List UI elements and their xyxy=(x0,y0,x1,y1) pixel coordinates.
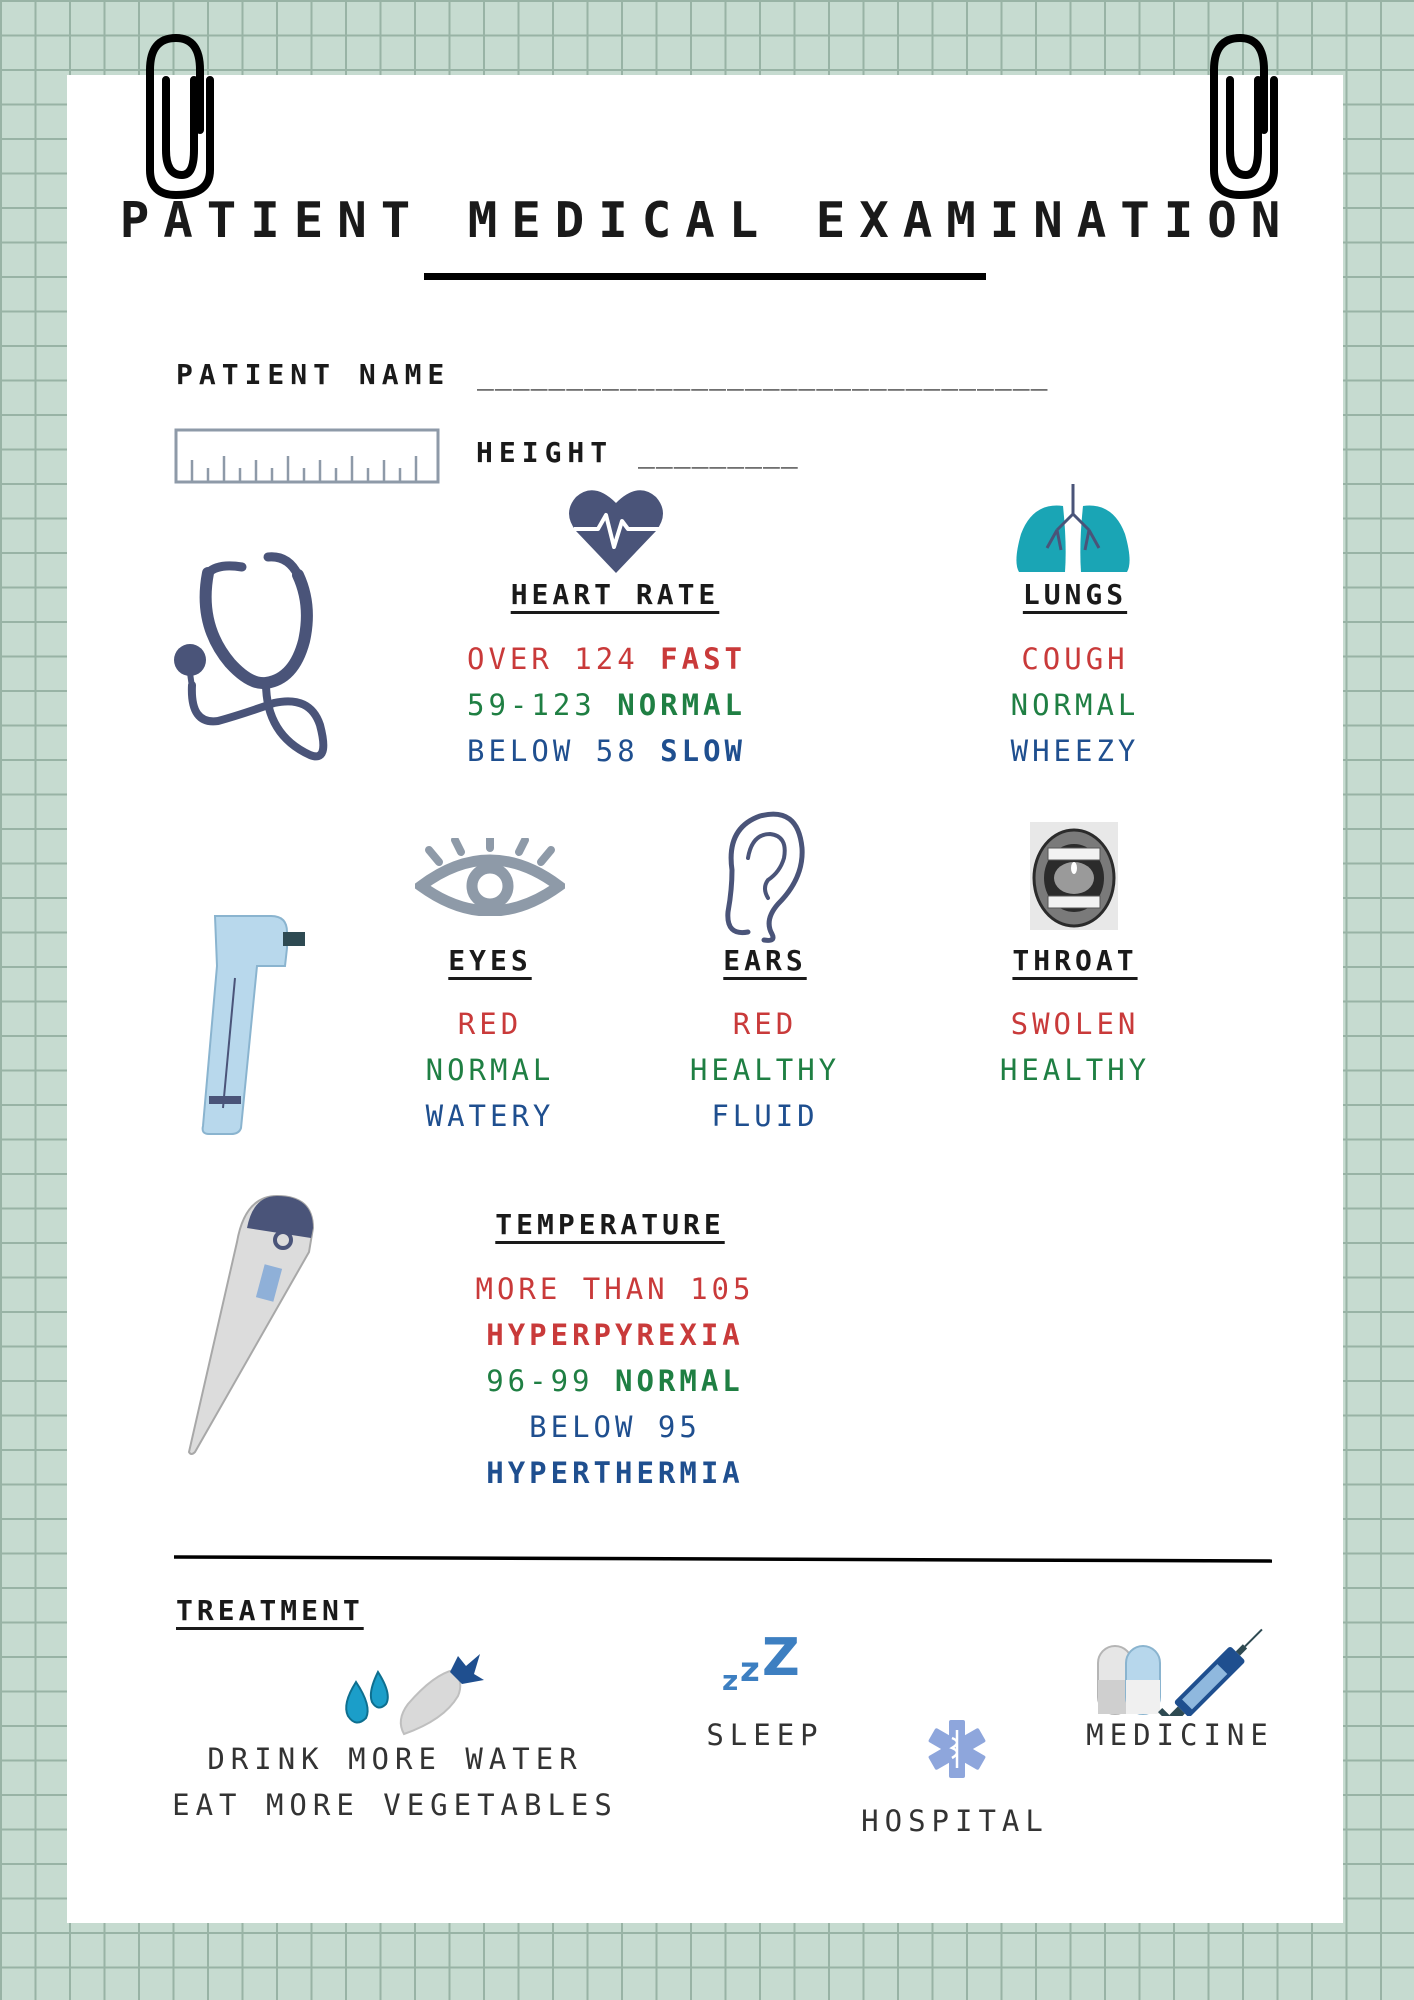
lungs-wheezy[interactable]: WHEEZY xyxy=(1010,734,1140,768)
lungs-heading: LUNGS xyxy=(1022,578,1128,611)
treatment-sleep[interactable]: SLEEP xyxy=(706,1718,824,1752)
temp-hyperthermia[interactable]: HYPERTHERMIA xyxy=(486,1456,744,1490)
ears-fluid[interactable]: FLUID xyxy=(711,1099,819,1133)
thermometer-icon xyxy=(185,1190,325,1460)
eye-icon xyxy=(415,838,565,916)
height-label: HEIGHT xyxy=(476,436,614,469)
heart-rate-heading: HEART RATE xyxy=(510,578,720,611)
open-mouth-icon xyxy=(1030,822,1118,930)
throat-heading: THROAT xyxy=(1012,944,1138,977)
eyes-red[interactable]: RED xyxy=(457,1007,523,1041)
ears-healthy[interactable]: HEALTHY xyxy=(689,1053,841,1087)
heart-icon xyxy=(568,485,664,577)
treatment-divider xyxy=(172,1554,1274,1564)
eyes-options xyxy=(378,1001,602,1139)
heart-rate-fast[interactable]: OVER 124 FAST xyxy=(467,642,746,676)
sleep-icon: z z Z xyxy=(722,1628,800,1697)
paper-clip-icon xyxy=(136,30,224,200)
eyes-normal[interactable]: NORMAL xyxy=(425,1053,555,1087)
heart-rate-options xyxy=(467,636,746,774)
treatment-hospital[interactable]: HOSPITAL xyxy=(861,1804,1049,1838)
temperature-heading: TEMPERATURE xyxy=(495,1208,725,1241)
stethoscope-icon xyxy=(170,545,330,770)
lungs-normal[interactable]: NORMAL xyxy=(1010,688,1140,722)
patient-name-field[interactable]: ________________________________ xyxy=(477,358,1049,391)
ear-icon xyxy=(718,808,808,944)
temp-below-95[interactable]: BELOW 95 xyxy=(529,1410,701,1444)
lungs-cough[interactable]: COUGH xyxy=(1021,642,1129,676)
temp-more-than-105[interactable]: MORE THAN 105 xyxy=(475,1272,755,1306)
heart-rate-normal[interactable]: 59-123 NORMAL xyxy=(467,688,746,722)
treatment-drink-water[interactable]: DRINK MORE WATER xyxy=(207,1742,583,1776)
eyes-heading: EYES xyxy=(448,944,532,977)
page-title: PATIENT MEDICAL EXAMINATION xyxy=(119,192,1295,249)
eyes-watery[interactable]: WATERY xyxy=(425,1099,555,1133)
lungs-icon xyxy=(1013,484,1133,576)
ears-red[interactable]: RED xyxy=(732,1007,798,1041)
lungs-options xyxy=(960,636,1190,774)
heart-rate-slow[interactable]: BELOW 58 SLOW xyxy=(467,734,746,768)
medical-star-icon xyxy=(926,1718,988,1780)
water-vegetable-icon xyxy=(338,1648,488,1738)
patient-name-label: PATIENT NAME xyxy=(176,358,451,391)
throat-options xyxy=(960,1001,1190,1093)
throat-swolen[interactable]: SWOLEN xyxy=(1010,1007,1140,1041)
temp-normal[interactable]: 96-99 NORMAL xyxy=(486,1364,744,1398)
title-underline xyxy=(424,273,986,280)
height-field[interactable]: _________ xyxy=(638,436,799,469)
treatment-medicine[interactable]: MEDICINE xyxy=(1086,1718,1274,1752)
ears-options xyxy=(653,1001,877,1139)
treatment-eat-vegetables[interactable]: EAT MORE VEGETABLES xyxy=(172,1788,618,1822)
treatment-water-vegetables xyxy=(170,1736,620,1828)
paper-clip-icon xyxy=(1200,30,1288,200)
temp-hyperpyrexia[interactable]: HYPERPYREXIA xyxy=(486,1318,744,1352)
temperature-options xyxy=(420,1266,810,1496)
throat-healthy[interactable]: HEALTHY xyxy=(999,1053,1151,1087)
pills-syringe-icon xyxy=(1096,1622,1272,1716)
ears-heading: EARS xyxy=(723,944,807,977)
treatment-heading: TREATMENT xyxy=(176,1594,364,1627)
ruler-icon xyxy=(174,428,442,484)
otoscope-icon xyxy=(195,908,315,1138)
